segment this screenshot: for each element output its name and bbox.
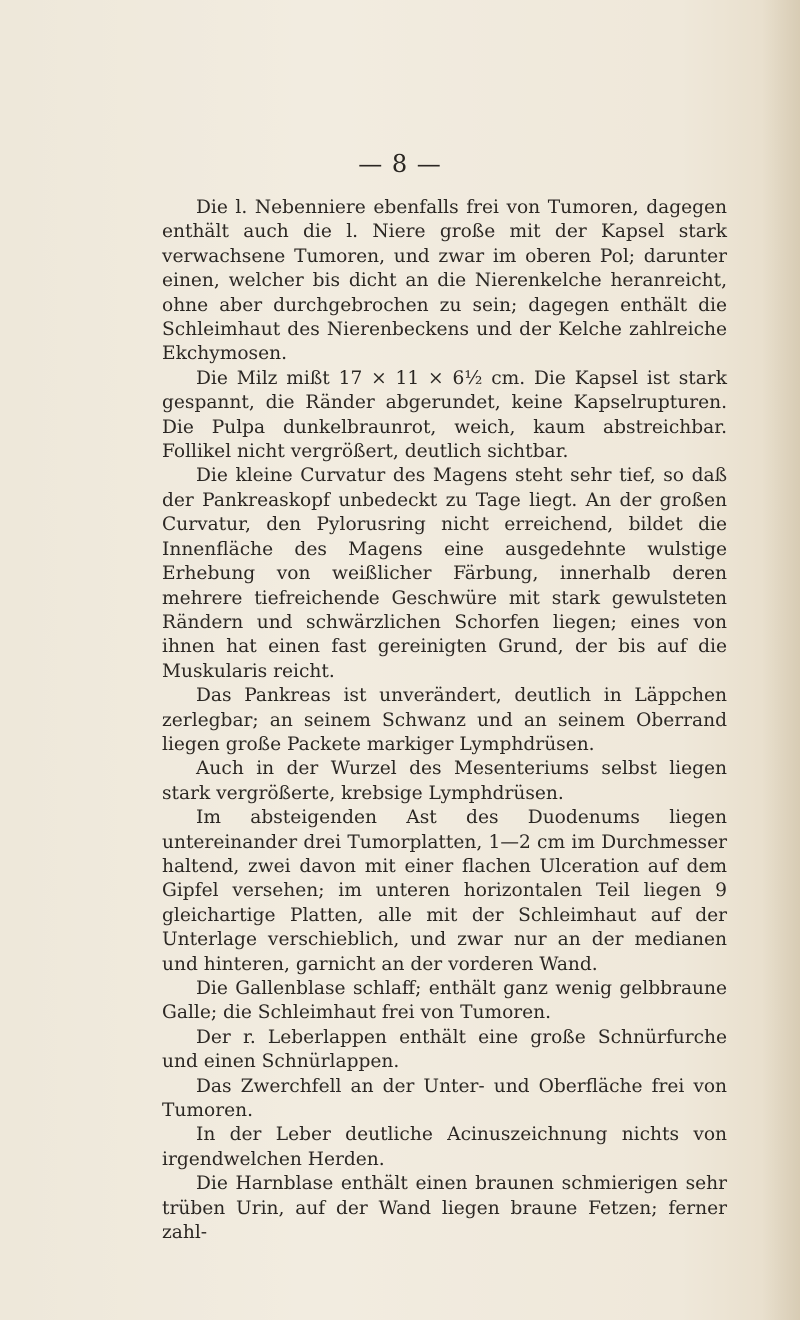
page-number: — 8 —	[358, 150, 442, 178]
paragraph-pancreas: Das Pankreas ist unverändert, deutlich in Läppchen zerlegbar; an seinem Schwanz und an seinem Oberrand liegen große Packete markiger Lymphdrüsen.	[162, 685, 727, 755]
document-body	[162, 196, 727, 1245]
paragraph-duodenum: Im absteigenden Ast des Duodenums liegen untereinander drei Tumorplatten, 1—2 cm im Durchmesser haltend, zwei davon mit einer flachen Ulceration auf dem Gipfel versehen; im unteren horizontalen Teil liegen 9 gleichartige Platten, alle mit der Schleimhaut auf der Unterlage verschieblich, und zwar nur an der medianen und hinteren, garnicht an der vorderen Wand.	[162, 807, 727, 975]
paragraph-diaphragm: Das Zwerchfell an der Unter- und Oberfläche frei von Tumoren.	[162, 1075, 727, 1122]
paragraph-bladder: Die Harnblase enthält einen braunen schmierigen sehr trüben Urin, auf der Wand liegen braune Fetzen; ferner zahl-	[162, 1173, 727, 1244]
paragraph-spleen: Die Milz mißt 17 × 11 × 6½ cm. Die Kapsel ist stark gespannt, die Ränder abgerundet, keine Kapselrupturen. Die Pulpa dunkelbraunrot, weich, kaum abstreichbar. Follikel nicht vergrößert, deutlich sichtbar.	[162, 367, 727, 463]
paragraph-stomach: Die kleine Curvatur des Magens steht sehr tief, so daß der Pankreaskopf unbedeckt zu Tage liegt. An der großen Curvatur, den Pylorusring nicht erreichend, bildet die Innenfläche des Magens eine ausgedehnte wulstige Erhebung von weißlicher Färbung, innerhalb deren mehrere tiefreichende Geschwüre mit stark gewulsteten Rändern und schwärzlichen Schorfen liegen; eines von ihnen hat einen fast gereinigten Grund, der bis auf die Muskularis reicht.	[162, 465, 727, 682]
paragraph-mesentery: Auch in der Wurzel des Mesenteriums selbst liegen stark vergrößerte, krebsige Lymphdrüsen.	[162, 758, 727, 804]
paragraph-left-adrenal-kidney: Die l. Nebenniere ebenfalls frei von Tumoren, dagegen enthält auch die l. Niere große mit der Kapsel stark verwachsene Tumoren, und zwar im oberen Pol; darunter einen, welcher bis dicht an die Nierenkelche heranreicht, ohne aber durchgebrochen zu sein; dagegen enthält die Schleimhaut des Nierenbeckens und der Kelche zahlreiche Ekchymosen.	[162, 197, 727, 365]
paragraph-liver: In der Leber deutliche Acinuszeichnung nichts von irgendwelchen Herden.	[162, 1124, 727, 1170]
paragraph-gallbladder: Die Gallenblase schlaff; enthält ganz wenig gelbbraune Galle; die Schleimhaut frei von Tumoren.	[162, 978, 727, 1024]
page-edge-shadow	[762, 0, 800, 1320]
paragraph-right-liver-lobe: Der r. Leberlappen enthält eine große Schnürfurche und einen Schnürlappen.	[162, 1026, 727, 1073]
